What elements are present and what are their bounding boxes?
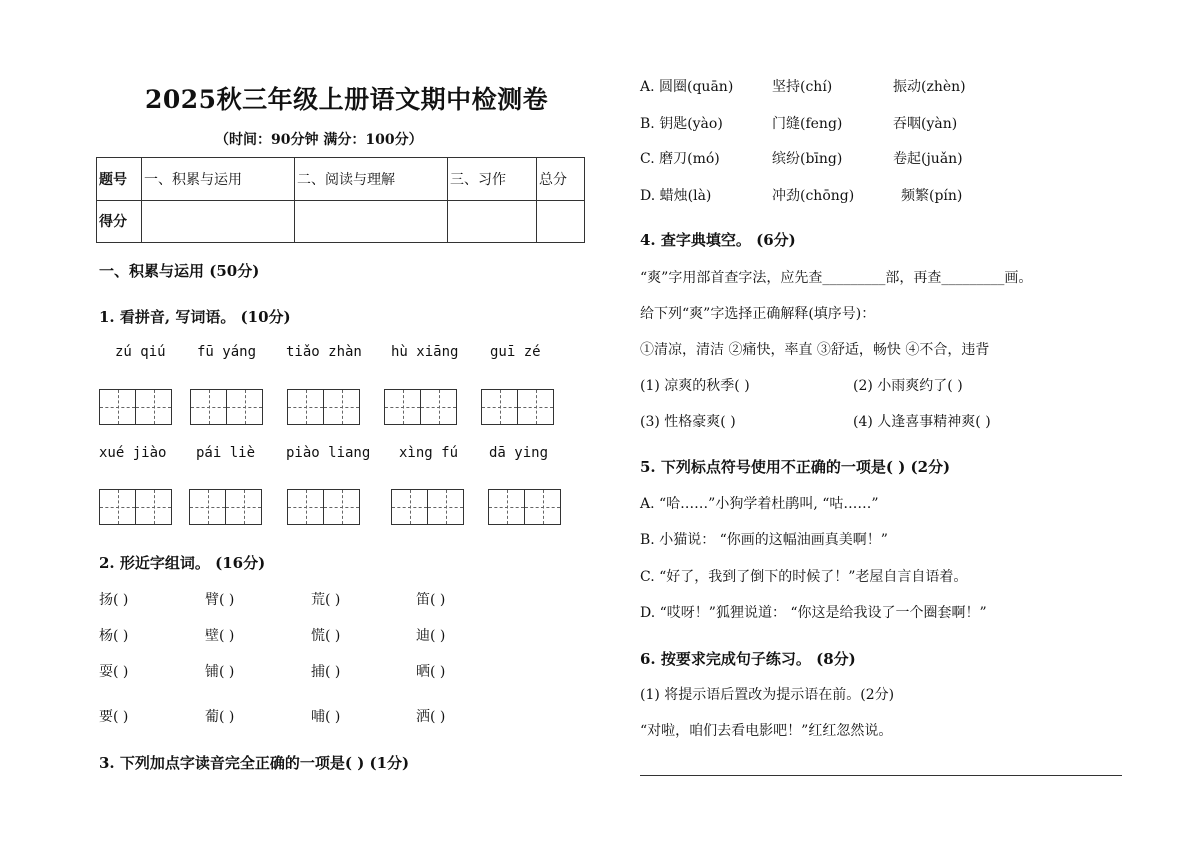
question-6-title: 6. 按要求完成句子练习。 (8分) bbox=[640, 650, 856, 668]
table-cell: 得分 bbox=[97, 200, 142, 243]
writing-grid[interactable] bbox=[481, 389, 554, 425]
option-word: 冲劲(chōng) bbox=[772, 188, 855, 204]
question-3-title: 3. 下列加点字读音完全正确的一项是( ) (1分) bbox=[99, 754, 410, 772]
option-d[interactable]: D. 蜡烛(là) bbox=[640, 188, 712, 204]
option-a[interactable]: A. 圆圈(quān) bbox=[640, 79, 734, 95]
option-word: 门缝(feng) bbox=[772, 116, 843, 132]
pinyin: dā ying bbox=[489, 445, 549, 461]
table-cell: 二、阅读与理解 bbox=[295, 158, 448, 201]
option-c[interactable]: C. “好了，我到了倒下的时候了！”老屋自言自语着。 bbox=[640, 569, 968, 585]
q4-item[interactable]: (1) 凉爽的秋季( ) bbox=[640, 378, 750, 394]
pinyin: pái liè bbox=[196, 445, 256, 461]
word-blank[interactable]: 荒( ) bbox=[311, 592, 341, 608]
question-2-title: 2. 形近字组词。 (16分) bbox=[99, 554, 266, 572]
score-input-cell[interactable] bbox=[448, 200, 537, 243]
writing-grid[interactable] bbox=[287, 389, 360, 425]
example-sentence: “对啦，咱们去看电影吧！”红红忽然说。 bbox=[640, 723, 893, 739]
fill-in-line[interactable]: “爽”字用部首查字法，应先查_________部，再查_________画。 bbox=[640, 270, 1033, 286]
writing-grid[interactable] bbox=[99, 389, 172, 425]
option-word: 坚持(chí) bbox=[772, 79, 833, 95]
section-heading: 一、积累与运用 (50分) bbox=[99, 262, 260, 280]
option-word: 缤纷(bīng) bbox=[772, 151, 843, 167]
score-input-cell[interactable] bbox=[142, 200, 295, 243]
table-cell: 三、习作 bbox=[448, 158, 537, 201]
definition-list: ①清凉，清洁 ②痛快，率直 ③舒适，畅快 ④不合，违背 bbox=[640, 342, 990, 358]
pinyin: xué jiào bbox=[99, 445, 167, 461]
word-blank[interactable]: 洒( ) bbox=[416, 709, 446, 725]
pinyin: hù xiāng bbox=[391, 344, 459, 360]
word-blank[interactable]: 臂( ) bbox=[205, 592, 235, 608]
question-1-title: 1. 看拼音, 写词语。 (10分) bbox=[99, 308, 291, 326]
option-word: 频繁(pín) bbox=[901, 188, 963, 204]
word-blank[interactable]: 要( ) bbox=[99, 709, 129, 725]
word-blank[interactable]: 耍( ) bbox=[99, 664, 129, 680]
option-d[interactable]: D. “哎呀！”狐狸说道： “你这是给我设了一个圈套啊！” bbox=[640, 605, 987, 621]
option-word: 吞咽(yàn) bbox=[893, 116, 958, 132]
word-blank[interactable]: 晒( ) bbox=[416, 664, 446, 680]
word-blank[interactable]: 迪( ) bbox=[416, 628, 446, 644]
pinyin: guī zé bbox=[490, 344, 541, 360]
score-input-cell[interactable] bbox=[537, 200, 585, 243]
writing-grid[interactable] bbox=[99, 489, 172, 525]
option-a[interactable]: A. “哈……”小狗学着杜鹃叫, “咕……” bbox=[640, 496, 879, 512]
writing-grid[interactable] bbox=[391, 489, 464, 525]
question-4-title: 4. 查字典填空。 (6分) bbox=[640, 231, 796, 249]
pinyin: xìng fú bbox=[399, 445, 459, 461]
word-blank[interactable]: 哺( ) bbox=[311, 709, 341, 725]
sub-question: (1) 将提示语后置改为提示语在前。(2分) bbox=[640, 687, 895, 703]
writing-grid[interactable] bbox=[189, 489, 262, 525]
word-blank[interactable]: 葡( ) bbox=[205, 709, 235, 725]
q4-item[interactable]: (4) 人逢喜事精神爽( ) bbox=[853, 414, 991, 430]
option-word: 振动(zhèn) bbox=[893, 79, 966, 95]
option-b[interactable]: B. 小猫说： “你画的这幅油画真美啊！” bbox=[640, 532, 888, 548]
writing-grid[interactable] bbox=[287, 489, 360, 525]
writing-grid[interactable] bbox=[488, 489, 561, 525]
table-cell: 题号 bbox=[97, 158, 142, 201]
score-table-header-row bbox=[97, 158, 585, 201]
option-c[interactable]: C. 磨刀(mó) bbox=[640, 151, 720, 167]
word-blank[interactable]: 壁( ) bbox=[205, 628, 235, 644]
table-cell: 一、积累与运用 bbox=[142, 158, 295, 201]
word-blank[interactable]: 杨( ) bbox=[99, 628, 129, 644]
pinyin: fū yáng bbox=[197, 344, 257, 360]
question-5-title: 5. 下列标点符号使用不正确的一项是( ) (2分) bbox=[640, 458, 951, 476]
option-word: 卷起(juǎn) bbox=[893, 151, 963, 167]
word-blank[interactable]: 铺( ) bbox=[205, 664, 235, 680]
q4-item[interactable]: (2) 小雨爽约了( ) bbox=[853, 378, 963, 394]
word-blank[interactable]: 笛( ) bbox=[416, 592, 446, 608]
writing-grid[interactable] bbox=[384, 389, 457, 425]
q4-item[interactable]: (3) 性格豪爽( ) bbox=[640, 414, 736, 430]
option-b[interactable]: B. 钥匙(yào) bbox=[640, 116, 723, 132]
pinyin: zú qiú bbox=[115, 344, 166, 360]
score-table bbox=[96, 157, 585, 243]
table-cell: 总分 bbox=[537, 158, 585, 201]
word-blank[interactable]: 慌( ) bbox=[311, 628, 341, 644]
answer-line[interactable] bbox=[640, 775, 1122, 776]
writing-grid[interactable] bbox=[190, 389, 263, 425]
instruction-text: 给下列“爽”字选择正确解释(填序号)： bbox=[640, 306, 876, 322]
score-input-cell[interactable] bbox=[295, 200, 448, 243]
word-blank[interactable]: 捕( ) bbox=[311, 664, 341, 680]
pinyin: tiǎo zhàn bbox=[286, 344, 362, 360]
exam-info: （时间：90分钟 满分：100分） bbox=[215, 132, 423, 148]
pinyin: piào liang bbox=[286, 445, 371, 461]
page-title: 2025秋三年级上册语文期中检测卷 bbox=[145, 85, 549, 114]
word-blank[interactable]: 扬( ) bbox=[99, 592, 129, 608]
score-table-score-row bbox=[97, 200, 585, 243]
